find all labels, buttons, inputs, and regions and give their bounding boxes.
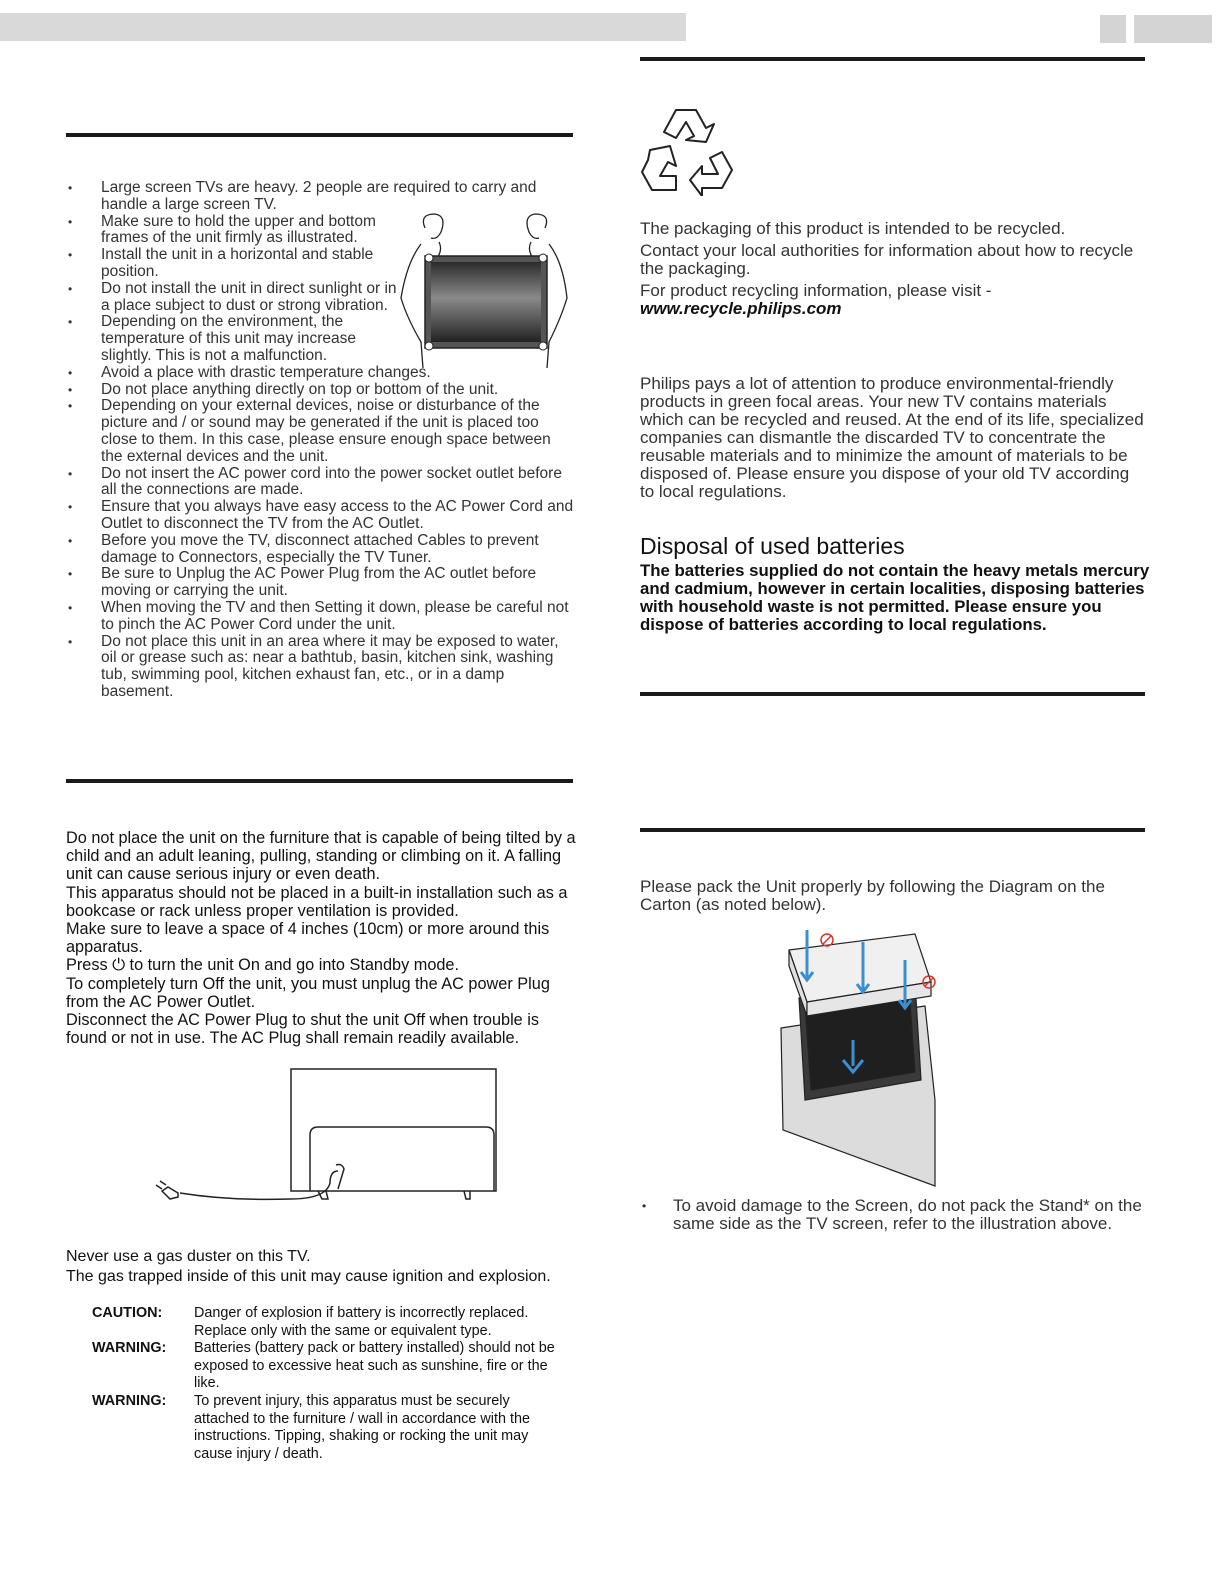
warning-label: CAUTION: <box>92 1305 163 1321</box>
recycle-text: Contact your local authorities for information about how to recycle the packaging. <box>640 241 1134 278</box>
list-item: • To avoid damage to the Screen, do not pack the Stand* on the same side as the TV screen, refer to the illustration above. <box>640 1197 1145 1233</box>
safety-line: Make sure to leave a space of 4 inches (10cm) or more around this apparatus. <box>66 920 550 957</box>
recycle-section <box>640 220 1145 318</box>
gas-line: Never use a gas duster on this TV. <box>66 1248 311 1265</box>
safety-line: Disconnect the AC Power Plug to shut the unit Off when trouble is found or not in use. The AC Plug shall remain readily available. <box>66 1011 540 1048</box>
warning-text: Danger of explosion if battery is incorrectly replaced. Replace only with the same or equivalent type. <box>194 1305 529 1339</box>
warning-text: To prevent injury, this apparatus must be securely attached to the furniture / wall in accordance with the instructions. Tipping, shaking or rocking the unit may cause injury / death. <box>194 1392 530 1462</box>
packing-illustration <box>775 920 947 1190</box>
section-rule-left-2 <box>66 779 573 783</box>
safety-block <box>66 829 576 1047</box>
recycle-link[interactable]: www.recycle.philips.com <box>640 299 842 318</box>
safety-line: This apparatus should not be placed in a built-in installation such as a bookcase or rack unless proper ventilation is provided. <box>66 883 568 920</box>
handling-precautions-list <box>66 180 576 701</box>
warnings-list <box>92 1305 562 1463</box>
warning-row <box>92 1305 562 1340</box>
header-section-box <box>1134 15 1212 43</box>
packing-note <box>640 1197 1145 1233</box>
safety-line: Press ⏻ to turn the unit On and go into Standby mode. <box>66 956 460 975</box>
warning-text: Batteries (battery pack or battery installed) should not be exposed to excessive heat such as sunshine, fire or the like. <box>194 1340 555 1392</box>
warning-row <box>92 1393 562 1463</box>
packing-text: Please pack the Unit properly by following the Diagram on the Carton (as noted below). <box>640 877 1105 914</box>
warning-label: WARNING: <box>92 1392 167 1409</box>
gas-line: The gas trapped inside of this unit may cause ignition and explosion. <box>66 1268 551 1285</box>
header-bar <box>0 13 686 41</box>
battery-text: The batteries supplied do not contain the heavy metals mercury and cadmium, however in certain localities, disposing batteries with household waste is not permitted. Please ensure you dispose of batteries according to local regulations. <box>640 561 1150 634</box>
list-item: • Before you move the TV, disconnect attached Cables to prevent damage to Connectors, especially the TV Tuner. <box>66 533 576 567</box>
safety-line: Do not place the unit on the furniture that is capable of being tilted by a child and an adult leaning, pulling, standing or climbing on it. A falling unit can cause serious injury or even death. <box>66 829 576 884</box>
list-item: • Depending on the environment, the temperature of this unit may increase slightly. This is not a malfunction. <box>66 314 401 364</box>
gas-duster-warning <box>66 1247 586 1287</box>
list-item: • Make sure to hold the upper and bottom frames of the unit firmly as illustrated. <box>66 214 401 248</box>
battery-heading: Disposal of used batteries <box>640 533 905 559</box>
recycle-icon <box>640 104 736 196</box>
list-item: • Be sure to Unplug the AC Power Plug from the AC outlet before moving or carrying the unit. <box>66 566 576 600</box>
philips-environment-paragraph: Philips pays a lot of attention to produce environmental-friendly products in green focal areas. Your new TV contains materials which can be recycled and reused. At the end of its life, specialized companies can dismantle the discarded TV to concentrate the reusable materials and to minimize the amount of materials to be disposed of. Please ensure you dispose of your old TV according to local regulations. <box>640 374 1144 501</box>
list-item: • Do not insert the AC power cord into the power socket outlet before all the connections are made. <box>66 466 576 500</box>
section-rule-right-3 <box>640 828 1145 832</box>
list-item: • Ensure that you always have easy access to the AC Power Cord and Outlet to disconnect the TV from the AC Outlet. <box>66 499 576 533</box>
list-item: • Avoid a place with drastic temperature changes. <box>66 365 576 382</box>
section-rule-left-1 <box>66 133 573 137</box>
warning-label: WARNING: <box>92 1340 167 1357</box>
safety-line: To completely turn Off the unit, you must unplug the AC power Plug from the AC Power Outlet. <box>66 974 550 1011</box>
list-item: • Do not place this unit in an area where it may be exposed to water, oil or grease such as: near a bathtub, basin, kitchen sink, washing tub, swimming pool, kitchen exhaust fan, etc., or in a damp basement. <box>66 634 576 701</box>
list-item: • Do not install the unit in direct sunlight or in a place subject to dust or strong vibration. <box>66 281 401 315</box>
list-item: • Large screen TVs are heavy. 2 people are required to carry and handle a large screen TV. <box>66 180 576 214</box>
tv-power-cord-illustration <box>150 1065 510 1205</box>
list-item: • Do not place anything directly on top or bottom of the unit. <box>66 382 576 399</box>
list-item: • Depending on your external devices, noise or disturbance of the picture and / or sound may be generated if the unit is placed too close to them. In this case, please ensure enough space between the external devices and the unit. <box>66 398 576 465</box>
section-rule-right-2 <box>640 692 1145 696</box>
recycle-text: For product recycling information, please visit - <box>640 281 992 300</box>
warning-row <box>92 1340 562 1393</box>
header-page-box <box>1100 15 1126 43</box>
list-item: • When moving the TV and then Setting it down, please be careful not to pinch the AC Power Cord under the unit. <box>66 600 576 634</box>
list-item: • Install the unit in a horizontal and stable position. <box>66 247 401 281</box>
recycle-text: The packaging of this product is intended to be recycled. <box>640 219 1066 238</box>
section-rule-right-1 <box>640 57 1145 61</box>
